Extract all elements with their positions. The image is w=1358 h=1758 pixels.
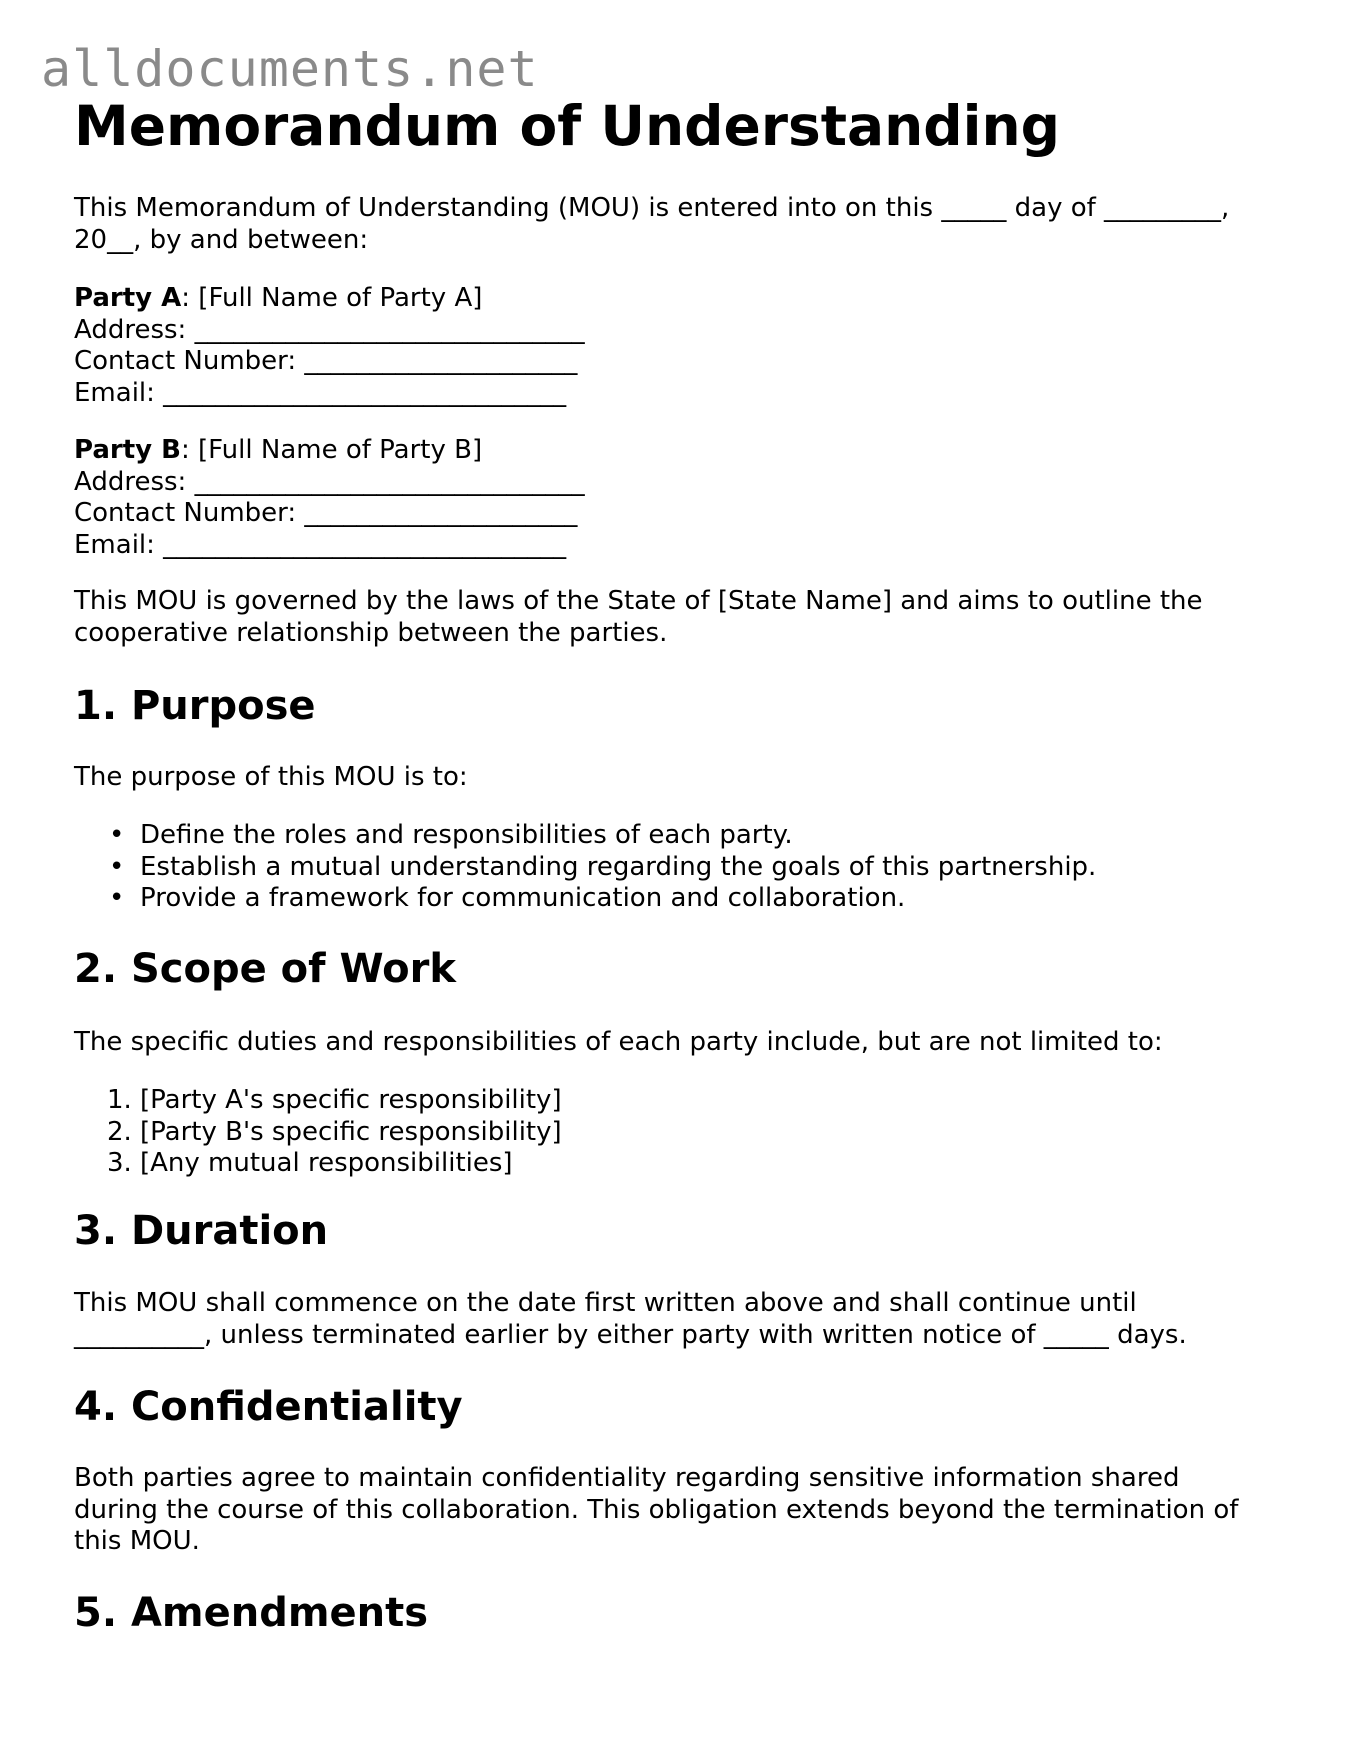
duration-paragraph <box>74 1288 1284 1351</box>
amendments-heading: 5. Amendments <box>74 1590 429 1636</box>
purpose-list <box>74 820 1096 915</box>
party-a-name-line <box>74 283 1284 315</box>
confidentiality-heading: 4. Confidentiality <box>74 1384 463 1430</box>
governing-line-1: This MOU is governed by the laws of the State of [State Name] and aims to outline the <box>74 586 1203 616</box>
party-b-email: Email: _______________________________ <box>74 529 567 560</box>
duration-line-2: __________, unless terminated earlier by either party with written notice of _____ days. <box>74 1319 1187 1350</box>
party-a-email: Email: _______________________________ <box>74 377 567 408</box>
party-b-name: : [Full Name of Party B] <box>180 435 483 465</box>
party-a-address: Address: ______________________________ <box>74 314 585 345</box>
scope-item-number: 1. <box>107 1085 132 1115</box>
intro-line-1: This Memorandum of Understanding (MOU) is entered into on this _____ day of _________, <box>74 193 1230 223</box>
confidentiality-paragraph <box>74 1463 1284 1558</box>
confidentiality-line-2: during the course of this collaboration. This obligation extends beyond the termination of <box>74 1494 1239 1525</box>
party-b-address: Address: ______________________________ <box>74 466 585 497</box>
scope-item-number: 2. <box>107 1116 132 1147</box>
party-b-contact: Contact Number: _____________________ <box>74 498 578 528</box>
scope-item <box>74 1085 562 1117</box>
party-b-name-line <box>74 435 1284 467</box>
scope-list <box>74 1085 562 1180</box>
confidentiality-line-3: this MOU. <box>74 1526 200 1556</box>
confidentiality-line-1: Both parties agree to maintain confidentiality regarding sensitive information shared <box>74 1463 1180 1493</box>
purpose-heading: 1. Purpose <box>74 683 316 729</box>
party-b-block <box>74 435 1284 561</box>
scope-item-text: [Party B's specific responsibility] <box>140 1116 562 1147</box>
scope-item-text: [Party A's specific responsibility] <box>140 1085 562 1115</box>
governing-law-paragraph <box>74 586 1284 649</box>
scope-heading: 2. Scope of Work <box>74 946 456 992</box>
governing-line-2: cooperative relationship between the parties. <box>74 617 668 648</box>
purpose-intro: The purpose of this MOU is to: <box>74 762 468 792</box>
purpose-item: • Define the roles and responsibilities of each party. <box>74 820 1096 852</box>
party-a-contact: Contact Number: _____________________ <box>74 346 578 376</box>
purpose-item: • Provide a framework for communication and collaboration. <box>74 883 1096 915</box>
party-a-block <box>74 283 1284 409</box>
scope-item-number: 3. <box>107 1148 132 1178</box>
scope-item <box>74 1117 562 1149</box>
document-title: Memorandum of Understanding <box>74 94 1061 158</box>
scope-intro: The specific duties and responsibilities of each party include, but are not limited to: <box>74 1027 1163 1057</box>
scope-item-text: [Any mutual responsibilities] <box>140 1148 513 1178</box>
intro-paragraph <box>74 193 1284 256</box>
duration-line-1: This MOU shall commence on the date first written above and shall continue until <box>74 1288 1137 1318</box>
duration-heading: 3. Duration <box>74 1208 329 1254</box>
party-a-label: Party A <box>74 283 182 313</box>
intro-line-2: 20__, by and between: <box>74 224 369 255</box>
purpose-item: • Establish a mutual understanding regarding the goals of this partnership. <box>74 852 1096 884</box>
party-b-label: Party B <box>74 435 181 465</box>
party-a-name: : [Full Name of Party A] <box>181 283 483 313</box>
watermark-text: alldocuments.net <box>41 40 539 98</box>
scope-item <box>74 1148 562 1180</box>
